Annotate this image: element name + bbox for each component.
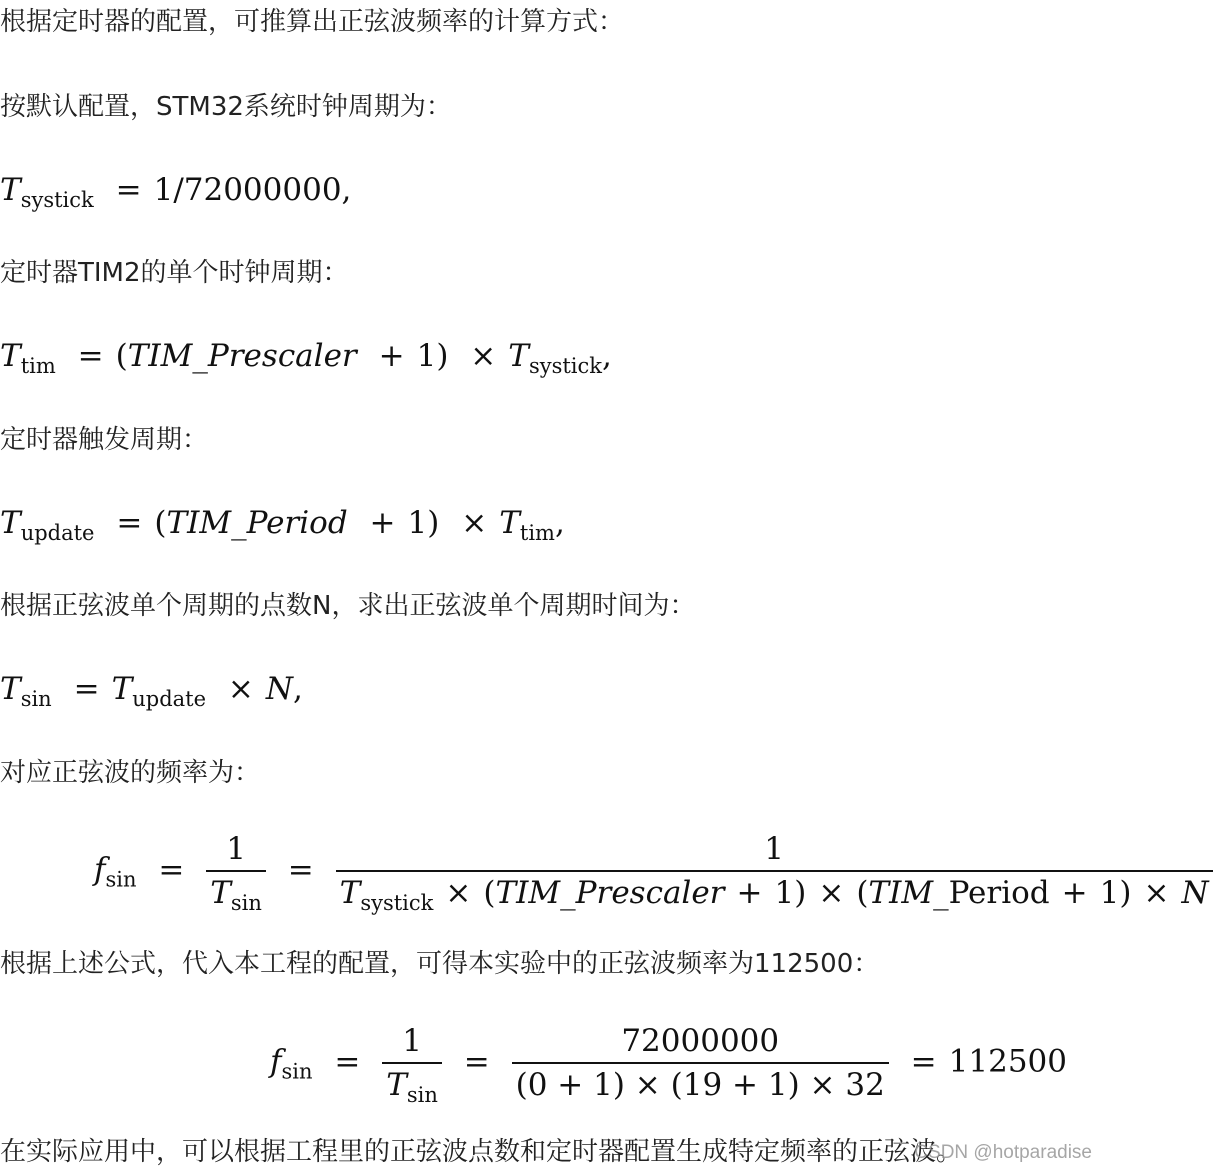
- subscript-tim: tim: [20, 354, 56, 378]
- symbol-T: T: [111, 671, 133, 707]
- comma: ,: [602, 338, 612, 374]
- open-paren: (: [115, 338, 128, 374]
- close-term: 1): [1099, 875, 1132, 911]
- paragraph-sine-period: 根据正弦波单个周期的点数N，求出正弦波单个周期时间为：: [0, 591, 696, 621]
- close-term: 1): [416, 338, 449, 374]
- subscript-sin: sin: [20, 687, 52, 711]
- frequency-result: 112500: [948, 1043, 1067, 1080]
- fraction-denominator: [206, 870, 266, 914]
- times-sign: ×: [470, 338, 497, 374]
- equals-sign: =: [77, 338, 104, 374]
- equation-sine-frequency: [94, 828, 1213, 914]
- fraction-numerator: 1: [764, 831, 784, 867]
- equals-sign: =: [116, 505, 143, 541]
- equation-systick: [0, 170, 351, 210]
- symbol-T: T: [0, 172, 21, 208]
- subscript-sin: sin: [281, 1059, 313, 1084]
- subscript-systick: systick: [20, 188, 94, 212]
- fraction-numerator: 1: [402, 1023, 422, 1059]
- times-sign: ×: [227, 671, 254, 707]
- subscript-systick: systick: [528, 354, 603, 378]
- equals-sign: =: [334, 1043, 361, 1080]
- close-term: 1): [407, 505, 440, 541]
- comma: ,: [293, 671, 303, 707]
- symbol-N: N: [1181, 875, 1209, 911]
- times-sign: ×: [1143, 875, 1170, 911]
- tim-period-symbol: TIM_Period: [166, 505, 348, 541]
- equals-sign: =: [73, 671, 100, 707]
- fraction-numeric: [512, 1020, 889, 1106]
- fraction-one-over-tsin: [206, 828, 266, 914]
- paragraph-trigger-period: 定时器触发周期：: [0, 425, 209, 455]
- equation-update-period: [0, 503, 565, 543]
- subscript-sin: sin: [105, 867, 137, 892]
- tim-prescaler-symbol: TIM_Prescaler: [495, 875, 725, 911]
- plus-sign: +: [378, 338, 405, 374]
- fraction-one-over-tsin: [382, 1020, 442, 1106]
- symbol-T: T: [210, 875, 231, 911]
- period-upright-part: Period: [948, 875, 1050, 911]
- fraction-numerator: 72000000: [621, 1023, 780, 1059]
- times-sign: ×: [461, 505, 488, 541]
- open-paren: (: [483, 875, 496, 911]
- symbol-N: N: [265, 671, 294, 707]
- symbol-f: f: [94, 851, 106, 888]
- subscript-tim: tim: [519, 521, 555, 545]
- comma: ,: [341, 172, 352, 208]
- watermark: CSDN @hotparadise: [914, 1142, 1092, 1163]
- subscript-sin: sin: [406, 1083, 438, 1107]
- symbol-T: T: [0, 671, 21, 707]
- symbol-T: T: [499, 505, 520, 541]
- paragraph-project-config: 根据上述公式，代入本工程的配置，可得本实验中的正弦波频率为112500：: [0, 949, 880, 979]
- equation-frequency-result: [270, 1020, 1067, 1106]
- symbol-T: T: [386, 1067, 407, 1103]
- equals-sign: =: [463, 1043, 490, 1080]
- comma: ,: [554, 505, 565, 541]
- symbol-T: T: [508, 338, 529, 374]
- paragraph-tim2-clock: 定时器TIM2的单个时钟周期：: [0, 258, 349, 288]
- symbol-T: T: [339, 875, 361, 911]
- times-sign: ×: [818, 875, 845, 911]
- systick-value: 1/72000000: [153, 172, 342, 208]
- subscript-systick: systick: [360, 891, 434, 915]
- plus-sign: +: [736, 875, 763, 911]
- plus-sign: +: [369, 505, 396, 541]
- times-sign: ×: [445, 875, 472, 911]
- fraction-numerator: 1: [226, 831, 246, 867]
- subscript-update: update: [20, 521, 95, 545]
- tim-italic-part: TIM_: [868, 875, 949, 911]
- paragraph-systick: 按默认配置，STM32系统时钟周期为：: [0, 92, 452, 122]
- equals-sign: =: [287, 851, 314, 888]
- plus-sign: +: [1061, 875, 1088, 911]
- equals-sign: =: [910, 1043, 937, 1080]
- open-paren: (: [856, 875, 869, 911]
- paragraph-conclusion: 在实际应用中，可以根据工程里的正弦波点数和定时器配置生成特定频率的正弦波。: [0, 1137, 963, 1167]
- equation-tim-period: [0, 336, 612, 376]
- equals-sign: =: [115, 172, 142, 208]
- open-paren: (: [154, 505, 167, 541]
- paragraph-sine-frequency: 对应正弦波的频率为：: [0, 758, 261, 788]
- subscript-update: update: [132, 687, 207, 711]
- fraction-expanded: [336, 828, 1213, 914]
- subscript-sin: sin: [230, 891, 262, 915]
- close-term: 1): [774, 875, 807, 911]
- fraction-denominator: [382, 1062, 442, 1106]
- fraction-denominator: [336, 870, 1213, 914]
- paragraph-intro: 根据定时器的配置，可推算出正弦波频率的计算方式：: [0, 7, 625, 37]
- symbol-T: T: [0, 505, 21, 541]
- equation-sine-period: [0, 669, 303, 709]
- symbol-f: f: [270, 1043, 282, 1080]
- symbol-T: T: [0, 338, 21, 374]
- tim-prescaler-symbol: TIM_Prescaler: [127, 338, 357, 374]
- equals-sign: =: [158, 851, 185, 888]
- fraction-denominator: (0 + 1) × (19 + 1) × 32: [512, 1062, 889, 1106]
